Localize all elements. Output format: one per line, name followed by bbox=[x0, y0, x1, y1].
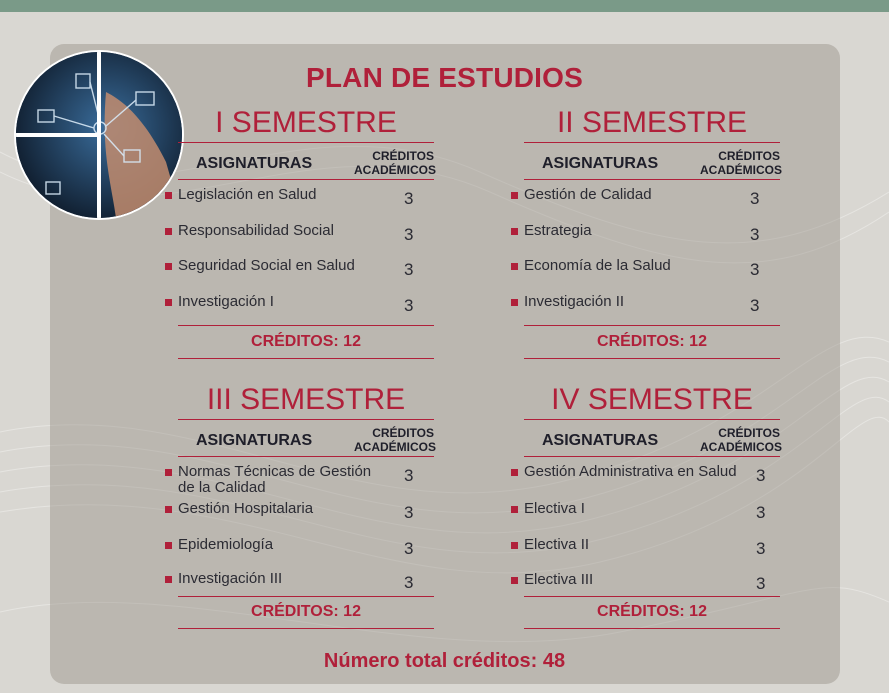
subject-name: Epidemiología bbox=[178, 536, 274, 553]
bullet-icon bbox=[165, 192, 172, 199]
semester-title: I SEMESTRE bbox=[215, 106, 397, 139]
bullet-icon bbox=[165, 506, 172, 513]
subject-credits: 3 bbox=[404, 189, 414, 208]
semester-block-3 bbox=[178, 383, 437, 620]
subjects-header: ASIGNATURAS bbox=[542, 155, 659, 172]
divider bbox=[178, 628, 434, 629]
subject-credits: 3 bbox=[756, 574, 766, 593]
bullet-icon bbox=[165, 542, 172, 549]
subject-name: Seguridad Social en Salud bbox=[178, 257, 355, 274]
subject-credits: 3 bbox=[756, 503, 766, 522]
credits-header-line2: ACADÉMICOS bbox=[700, 163, 783, 177]
subject-name: Gestión Hospitalaria bbox=[178, 500, 314, 517]
subject-name: Normas Técnicas de Gestión de la Calidad bbox=[178, 463, 372, 496]
subject-credits: 3 bbox=[404, 260, 414, 279]
bullet-icon bbox=[165, 469, 172, 476]
credits-header-line2: ACADÉMICOS bbox=[354, 440, 437, 454]
divider bbox=[524, 179, 780, 180]
subject-credits: 3 bbox=[750, 225, 760, 244]
subject-name: Investigación III bbox=[178, 570, 283, 587]
divider bbox=[178, 179, 434, 180]
semester-block-4 bbox=[524, 383, 783, 620]
credits-header bbox=[354, 426, 437, 454]
bullet-icon bbox=[165, 263, 172, 270]
credits-header-line1: CRÉDITOS bbox=[718, 149, 780, 163]
divider bbox=[524, 358, 780, 359]
top-band bbox=[0, 0, 889, 12]
subject-name: Investigación II bbox=[524, 293, 625, 310]
credits-header-line2: ACADÉMICOS bbox=[700, 440, 783, 454]
subject-credits: 3 bbox=[750, 296, 760, 315]
divider bbox=[178, 456, 434, 457]
divider bbox=[178, 358, 434, 359]
page-title: PLAN DE ESTUDIOS bbox=[305, 62, 583, 93]
bullet-icon bbox=[165, 299, 172, 306]
semester-title: III SEMESTRE bbox=[206, 383, 406, 416]
credits-header bbox=[700, 426, 783, 454]
subject-name: Investigación I bbox=[178, 293, 274, 310]
divider bbox=[178, 596, 434, 597]
subject-name: Economía de la Salud bbox=[524, 257, 671, 274]
column-headers bbox=[524, 420, 783, 456]
subject-credits: 3 bbox=[756, 539, 766, 558]
credits-header bbox=[700, 149, 783, 177]
subjects-header: ASIGNATURAS bbox=[542, 432, 659, 449]
credits-header-line1: CRÉDITOS bbox=[372, 426, 434, 440]
semester-block-2 bbox=[524, 106, 783, 350]
subject-name: Electiva I bbox=[524, 500, 585, 517]
subject-credits: 3 bbox=[404, 225, 414, 244]
semester-total: CRÉDITOS: 12 bbox=[251, 333, 361, 350]
subject-credits: 3 bbox=[404, 503, 414, 522]
semester-total: CRÉDITOS: 12 bbox=[597, 333, 707, 350]
column-headers bbox=[524, 143, 783, 179]
divider bbox=[524, 628, 780, 629]
subject-name: Electiva III bbox=[524, 571, 594, 588]
subject-name: Responsabilidad Social bbox=[178, 222, 334, 239]
bullet-icon bbox=[511, 506, 518, 513]
bullet-icon bbox=[511, 469, 518, 476]
column-headers bbox=[178, 420, 437, 456]
subject-credits: 3 bbox=[750, 260, 760, 279]
bullet-icon bbox=[165, 228, 172, 235]
divider bbox=[524, 325, 780, 326]
column-headers bbox=[178, 143, 437, 179]
credits-header-line1: CRÉDITOS bbox=[718, 426, 780, 440]
subject-name: Electiva II bbox=[524, 536, 590, 553]
credits-header-line2: ACADÉMICOS bbox=[354, 163, 437, 177]
bullet-icon bbox=[511, 542, 518, 549]
subject-credits: 3 bbox=[404, 573, 414, 592]
bullet-icon bbox=[511, 263, 518, 270]
semester-title: II SEMESTRE bbox=[556, 106, 748, 139]
subject-credits: 3 bbox=[756, 466, 766, 485]
subject-name: Legislación en Salud bbox=[178, 186, 317, 203]
subject-name: Gestión de Calidad bbox=[524, 186, 652, 203]
subject-name: Estrategia bbox=[524, 222, 592, 239]
subject-name: Gestión Administrativa en Salud bbox=[524, 463, 737, 480]
bullet-icon bbox=[511, 577, 518, 584]
divider bbox=[524, 456, 780, 457]
divider bbox=[178, 325, 434, 326]
semester-total: CRÉDITOS: 12 bbox=[597, 603, 707, 620]
bullet-icon bbox=[511, 192, 518, 199]
semester-block-1 bbox=[178, 106, 437, 350]
bullet-icon bbox=[165, 576, 172, 583]
credits-header bbox=[354, 149, 437, 177]
bullet-icon bbox=[511, 299, 518, 306]
subject-credits: 3 bbox=[404, 466, 414, 485]
semester-total: CRÉDITOS: 12 bbox=[251, 603, 361, 620]
subject-credits: 3 bbox=[750, 189, 760, 208]
credits-header-line1: CRÉDITOS bbox=[372, 149, 434, 163]
subject-credits: 3 bbox=[404, 296, 414, 315]
bullet-icon bbox=[511, 228, 518, 235]
subject-credits: 3 bbox=[404, 539, 414, 558]
subjects-header: ASIGNATURAS bbox=[196, 155, 313, 172]
divider bbox=[524, 596, 780, 597]
semester-title: IV SEMESTRE bbox=[551, 383, 753, 416]
subjects-header: ASIGNATURAS bbox=[196, 432, 313, 449]
total-credits: Número total créditos: 48 bbox=[323, 650, 566, 672]
